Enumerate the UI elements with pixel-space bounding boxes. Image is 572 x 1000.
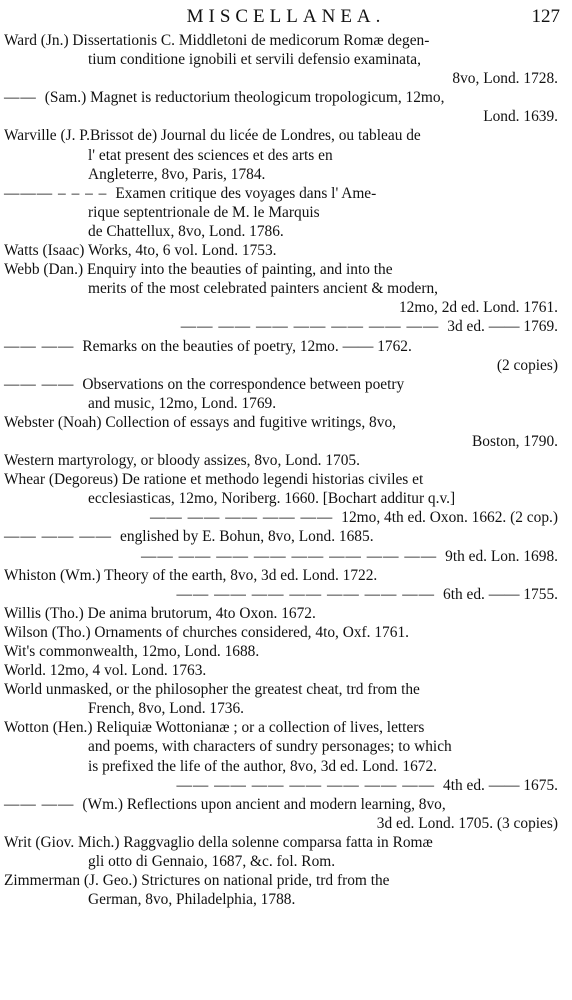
- entry-continuation-line: Angleterre, 8vo, Paris, 1784.: [88, 165, 266, 183]
- entry-line: [0, 680, 572, 699]
- entry-continuation-line: (2 copies): [496, 356, 558, 374]
- catalogue-entry: [0, 184, 572, 241]
- catalogue-entry: [0, 795, 572, 833]
- catalogue-entry: [0, 508, 572, 527]
- catalogue-entry: [0, 317, 572, 336]
- entry-text: 3d ed. —— 1769.: [447, 318, 558, 336]
- catalogue-entry: [0, 241, 572, 260]
- entry-line: [0, 604, 572, 623]
- ditto-dashes: ——: [4, 89, 37, 107]
- entry-continuation-line: French, 8vo, Lond. 1736.: [88, 700, 245, 718]
- catalogue-entry: [0, 833, 572, 871]
- catalogue-entry: [0, 527, 572, 546]
- entry-continuation-line: and poems, with characters of sundry personages; to which: [88, 738, 452, 756]
- entry-line: [0, 126, 572, 145]
- entry-text: Observations on the correspondence between poetry: [82, 375, 405, 393]
- entry-text: Watts (Isaac) Works, 4to, 6 vol. Lond. 1753.: [4, 242, 277, 260]
- entry-text: 9th ed. Lon. 1698.: [445, 547, 558, 565]
- ditto-dashes: —— ——: [4, 337, 75, 355]
- entry-text: Webster (Noah) Collection of essays and fugitive writings, 8vo,: [4, 413, 396, 431]
- catalogue-entry: [0, 31, 572, 88]
- entry-continuation-line: ecclesiasticas, 12mo, Noriberg. 1660. [Bochart additur q.v.]: [88, 490, 456, 508]
- entry-continuation-line: and music, 12mo, Lond. 1769.: [88, 394, 277, 412]
- entry-text: Webb (Dan.) Enquiry into the beauties of painting, and into the: [4, 261, 393, 279]
- entry-text: Warville (J. P.Brissot de) Journal du licée de Londres, ou tableau de: [4, 127, 421, 145]
- entry-continuation-line: is prefixed the life of the author, 8vo, 3d ed. Lond. 1672.: [88, 757, 438, 775]
- entry-line: [0, 623, 572, 642]
- catalogue-entry: [0, 337, 572, 375]
- entry-line: [0, 260, 572, 279]
- entry-continuation-line: Lond. 1639.: [483, 108, 558, 126]
- entry-text: (Wm.) Reflections upon ancient and modern learning, 8vo,: [82, 795, 446, 813]
- entry-continuation-line: 8vo, Lond. 1728.: [452, 70, 558, 88]
- page-number: 127: [531, 6, 560, 27]
- entry-continuation-line: l' etat present des sciences et des arts en: [88, 146, 333, 164]
- entry-line: [0, 833, 572, 852]
- catalogue-entry: [0, 126, 572, 183]
- catalogue-entry: [0, 470, 572, 508]
- ditto-dashes: —— ——: [4, 795, 75, 813]
- entry-line: [0, 661, 572, 680]
- ditto-dashes: —— —— —— —— —— —— ——: [176, 776, 435, 794]
- entry-text: Western martyrology, or bloody assizes, 8vo, Lond. 1705.: [4, 452, 360, 470]
- entry-line: [0, 241, 572, 260]
- catalogue-entry: [0, 547, 572, 566]
- catalogue-entry: [0, 566, 572, 585]
- entry-continuation-line: German, 8vo, Philadelphia, 1788.: [88, 891, 296, 909]
- page-header: [0, 4, 572, 30]
- entry-text: World unmasked, or the philosopher the greatest cheat, trd from the: [4, 681, 420, 699]
- ditto-dashes: ——— – – – –: [4, 184, 108, 202]
- entry-line: [0, 871, 572, 890]
- entry-text: World. 12mo, 4 vol. Lond. 1763.: [4, 662, 207, 680]
- catalogue-entry: [0, 451, 572, 470]
- entry-text: Wilson (Tho.) Ornaments of churches considered, 4to, Oxf. 1761.: [4, 623, 409, 641]
- entry-text: Ward (Jn.) Dissertationis C. Middletoni de medicorum Romæ degen-: [4, 32, 430, 49]
- entry-text: englished by E. Bohun, 8vo, Lond. 1685.: [120, 528, 374, 546]
- catalogue-entry: [0, 375, 572, 413]
- catalogue-entry: [0, 642, 572, 661]
- entry-text: Whear (Degoreus) De ratione et methodo legendi historias civiles et: [4, 471, 424, 489]
- catalogue-entry: [0, 604, 572, 623]
- entry-text: 12mo, 4th ed. Oxon. 1662. (2 cop.): [341, 509, 558, 527]
- entry-line: [0, 585, 572, 604]
- entry-line: [0, 375, 572, 394]
- entry-continuation-line: Boston, 1790.: [472, 432, 558, 450]
- entry-line: [0, 337, 572, 356]
- catalogue-entry: [0, 661, 572, 680]
- entry-continuation-line: rique septentrionale de M. le Marquis: [88, 203, 320, 221]
- ditto-dashes: —— —— —— —— ——: [149, 509, 334, 527]
- entry-line: [0, 88, 572, 107]
- entry-line: [0, 566, 572, 585]
- entry-text: Zimmerman (J. Geo.) Strictures on national pride, trd from the: [4, 872, 390, 890]
- entry-continuation-line: 12mo, 2d ed. Lond. 1761.: [398, 299, 558, 317]
- entry-line: [0, 642, 572, 661]
- catalogue-entry: [0, 776, 572, 795]
- entry-continuation-line: de Chattellux, 8vo, Lond. 1786.: [88, 222, 284, 240]
- entry-text: Remarks on the beauties of poetry, 12mo. —— 1762.: [82, 337, 412, 355]
- entry-continuation-line: tium conditione ignobili et servili defensio examinata,: [88, 51, 421, 69]
- entry-line: [0, 508, 572, 527]
- entry-continuation-line: 3d ed. Lond. 1705. (3 copies): [376, 814, 558, 832]
- entry-line: [0, 451, 572, 470]
- catalogue-entry: [0, 718, 572, 775]
- entry-text: 4th ed. —— 1675.: [443, 776, 558, 794]
- ditto-dashes: —— —— —— —— —— —— ——: [180, 318, 440, 336]
- ditto-dashes: —— —— ——: [4, 528, 113, 546]
- entry-text: Wotton (Hen.) Reliquiæ Wottonianæ ; or a collection of lives, letters: [4, 719, 425, 737]
- entry-line: [0, 527, 572, 546]
- catalogue-entry: [0, 260, 572, 317]
- catalogue-entry: [0, 88, 572, 126]
- entry-line: [0, 184, 572, 203]
- catalogue-entry: [0, 413, 572, 451]
- entry-line: [0, 413, 572, 432]
- entry-text: Whiston (Wm.) Theory of the earth, 8vo, 3d ed. Lond. 1722.: [4, 566, 378, 584]
- entry-line: [0, 795, 572, 814]
- catalogue-entry: [0, 680, 572, 718]
- ditto-dashes: —— ——: [4, 375, 75, 393]
- entry-continuation-line: gli otto di Gennaio, 1687, &c. fol. Rom.: [88, 853, 336, 871]
- entry-line: [0, 317, 572, 336]
- catalogue-entry: [0, 623, 572, 642]
- entry-line: [0, 547, 572, 566]
- entry-text: Examen critique des voyages dans l' Ame-: [115, 184, 377, 202]
- running-head: MISCELLANEA.: [186, 6, 386, 27]
- ditto-dashes: —— —— —— —— —— —— ——: [176, 585, 435, 603]
- entry-line: [0, 31, 572, 50]
- catalogue-entry: [0, 871, 572, 909]
- entry-text: Willis (Tho.) De anima brutorum, 4to Oxon. 1672.: [4, 604, 316, 622]
- entry-continuation-line: merits of the most celebrated painters ancient & modern,: [88, 280, 439, 298]
- entry-line: [0, 470, 572, 489]
- entry-text: Wit's commonwealth, 12mo, Lond. 1688.: [4, 643, 260, 660]
- ditto-dashes: —— —— —— —— —— —— —— ——: [140, 547, 438, 565]
- catalogue-entries: [0, 31, 572, 909]
- entry-line: [0, 718, 572, 737]
- entry-text: Writ (Giov. Mich.) Raggvaglio della solenne comparsa fatta in Romæ: [4, 833, 433, 851]
- entry-text: 6th ed. —— 1755.: [443, 585, 558, 603]
- entry-text: (Sam.) Magnet is reductorium theologicum tropologicum, 12mo,: [44, 89, 445, 107]
- entry-line: [0, 776, 572, 795]
- catalogue-entry: [0, 585, 572, 604]
